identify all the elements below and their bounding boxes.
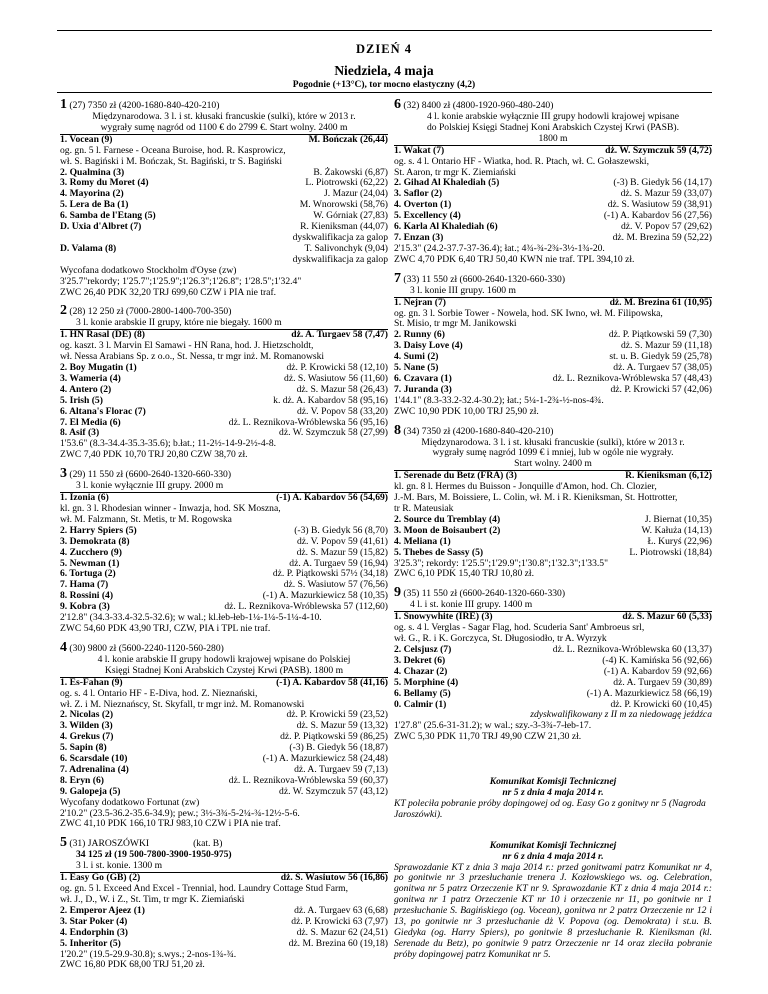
race-conditions: Międzynarodowa. 3 l. i st. kłusaki francuskie (sulki), które w 2013 r. <box>421 437 685 448</box>
race-prize: (30) 9800 zł (5600-2240-1120-560-280) <box>67 642 224 654</box>
result-right: dż. W. Szymczuk 59 (4,72) <box>605 144 712 156</box>
result-left: wł. Nessa Arabians Sp. z o.o., St. Nessa, tr mgr inż. M. Romanowski <box>60 351 325 363</box>
result-left: 7. Adrenalina (4) <box>60 763 129 775</box>
result-right: dż. P. Krowicki 60 (10,45) <box>610 698 712 710</box>
result-right: zdyskwalifikowany z II m za niedowagę jeźdźca <box>530 709 712 721</box>
race-category: (kat. B) <box>193 838 223 850</box>
result-left: D. Valama (8) <box>60 242 117 254</box>
race-conditions: Start wolny. 2400 m <box>394 459 712 471</box>
result-right: dż. L. Reznikova-Wróblewska 59 (60,37) <box>228 774 388 786</box>
result-right: dż. S. Wasiutow 56 (16,86) <box>280 872 388 884</box>
result-right: dż. A. Turgaev 59 (7,13) <box>294 763 388 775</box>
result-left: 1. Wakat (7) <box>394 144 445 156</box>
result-right: dż. S. Mazur 59 (33,07) <box>620 188 712 200</box>
result-left: 8. Asif (3) <box>60 427 100 439</box>
result-right: dż. W. Szymczuk 57 (43,12) <box>279 785 388 797</box>
result-right: dyskwalifikacja za galop <box>292 253 388 265</box>
result-row <box>394 157 712 168</box>
race-header <box>394 424 712 438</box>
komunikat-5-text: KT poleciła pobranie próby dopingowej od og. Easy Go z gonitwy nr 5 (Nagroda Jaroszówki). <box>394 797 706 820</box>
result-left: 0. Calmir (1) <box>394 698 447 710</box>
race-prize: (33) 11 550 zł (6600-2640-1320-660-330) <box>401 273 566 285</box>
komunikat-6-title-line1: Komunikat Komisji Technicznej <box>489 839 617 851</box>
result-right: dż. L. Reznikova-Wróblewska 57 (48,43) <box>552 372 712 384</box>
result-left: og. gn. 3 l. Sorbie Tower - Nowela, hod. SK Iwno, wł. M. Filipowska, <box>394 307 663 319</box>
race-7 <box>394 272 712 418</box>
result-left: ZWC 26,40 PDK 32,20 TRJ 699,60 CZW i PIA nie traf. <box>60 286 277 298</box>
result-left: 7. Enzan (3) <box>394 231 444 243</box>
race-number: 3 <box>60 466 67 482</box>
result-right: W. Kałuża (14,13) <box>641 524 712 536</box>
race-header <box>60 641 388 655</box>
result-right: dż. S. Wasiutow 59 (38,91) <box>607 199 712 211</box>
race-conditions: 4 l. konie arabskie wyłącznie III grupy hodowli krajowej wpisane <box>426 112 680 122</box>
result-left: og. gn. 5 l. Farnese - Oceana Buroise, hod. R. Kasprowicz, <box>60 144 286 156</box>
result-right: dż. L. Reznikova-Wróblewska 56 (95,16) <box>228 416 388 428</box>
result-right: dż. P. Krowicki 63 (7,97) <box>291 915 388 927</box>
result-right: dż. P. Krowicki 58 (12,10) <box>286 362 388 374</box>
right-races <box>394 98 712 743</box>
result-right: (-1) A. Mazurkiewicz 58 (10,35) <box>262 590 388 602</box>
race-prize: (28) 12 250 zł (7000-2800-1400-700-350) <box>67 306 232 318</box>
result-left: 5. Inheritor (5) <box>60 937 121 949</box>
race-3 <box>60 467 388 635</box>
result-left: 2. Celsjusz (7) <box>394 643 452 655</box>
result-right: dż. V. Popov 58 (33,20) <box>296 405 388 417</box>
result-right: dż. A. Turgaev 63 (6,68) <box>294 904 388 916</box>
race-header <box>60 304 388 318</box>
result-left: 6. Karla Al Khalediah (6) <box>394 221 498 233</box>
result-right: dż. A. Turgaev 58 (7,47) <box>291 329 388 341</box>
race-conditions: 3 l. i st. konie. 1300 m <box>60 861 388 873</box>
result-left: 3. Moon de Boisaubert (2) <box>394 524 501 536</box>
result-right: dż. V. Popov 59 (41,61) <box>296 535 388 547</box>
race-header <box>60 98 388 112</box>
result-left: og. kaszt. 3 l. Marvin El Samawi - HN Rana, hod. J. Hietzscholdt, <box>60 340 314 352</box>
race-number: 9 <box>394 585 401 601</box>
result-left: ZWC 16,80 PDK 68,00 TRJ 51,20 zł. <box>60 959 205 971</box>
race-prize: (32) 8400 zł (4800-1920-960-480-240) <box>401 100 554 111</box>
result-right: (-1) A. Kabardov 56 (54,69) <box>276 492 388 504</box>
race-conditions: 1800 m <box>394 134 712 146</box>
result-right: st. u. B. Giedyk 59 (25,78) <box>609 351 712 363</box>
result-right: dż. M. Brezina 60 (19,18) <box>288 937 388 949</box>
result-row <box>60 939 388 950</box>
result-left: 2'12.8" (34.3-33.4-32.5-32.6); w wal.; kl.łeb-łeb-1¼-1¼-5-1¼-4-10. <box>60 612 322 624</box>
result-right: Ł. Kuryś (22,96) <box>647 535 712 547</box>
result-left: 1. Izonia (6) <box>60 492 109 504</box>
result-left: 1'27.8" (25.6-31-31.2); w wal.; szy.-3-3¾-7-łeb-17. <box>394 720 592 732</box>
race-prize: 34 125 zł (19 500-7800-3900-1950-975) <box>76 849 232 861</box>
result-right: k. dż. A. Kabardov 58 (95,16) <box>273 394 388 406</box>
result-row <box>394 678 712 689</box>
result-left: Wycofana dodatkowo Stockholm d'Oyse (zw) <box>60 264 237 276</box>
result-left: og. s. 4 l. Ontario HF - E-Diva, hod. Z. Nieznański, <box>60 687 258 699</box>
result-right: dż. S. Mazur 59 (11,18) <box>620 340 712 352</box>
race-2 <box>60 304 388 461</box>
race-8 <box>394 424 712 581</box>
race-number: 8 <box>394 422 401 438</box>
race-name: (31) JAROSZÓWKI <box>67 838 150 850</box>
result-right: (-3) B. Giedyk 56 (14,17) <box>613 177 712 189</box>
result-right: dż. S. Mazur 62 (24,51) <box>296 926 388 938</box>
result-left: 2. Qualmina (3) <box>60 166 125 178</box>
left-column <box>60 98 388 977</box>
result-row <box>60 689 388 700</box>
result-right: dż. W. Szymczuk 58 (27,99) <box>279 427 388 439</box>
result-left: 1'44.1" (8.3-33.2-32.4-30.2); łat.; 5¼-1-2¾-½-nos-4¾. <box>394 394 604 406</box>
result-left: 5. Newman (1) <box>60 557 120 569</box>
result-left: 2. Harry Spiers (5) <box>60 524 137 536</box>
komunikat-5-title <box>394 777 712 799</box>
result-right: (-1) A. Kabardov 56 (27,56) <box>603 210 712 222</box>
result-left: 4. Chazar (2) <box>394 665 448 677</box>
race-number: 5 <box>60 835 67 851</box>
result-left: wł. S. Bagiński i M. Bończak, St. Bagiński, tr S. Bagiński <box>60 155 282 167</box>
result-left: 4. Sumi (2) <box>394 351 439 363</box>
result-left: 6. Czavara (1) <box>394 372 452 384</box>
result-row <box>394 732 712 743</box>
result-right: dż. A. Turgaev 57 (38,05) <box>613 362 712 374</box>
result-row <box>60 819 388 830</box>
result-left: 1'20.2" (19.5-29.9-30.8); s.wys.; 2-nos-1¾-¾. <box>60 948 237 960</box>
result-left: wł. J., D., W. i Z., St. Tim, tr mgr K. Ziemiański <box>60 894 245 905</box>
result-left: 1. Snowywhite (IRE) (3) <box>394 611 493 623</box>
date-title: Niedziela, 4 maja <box>334 63 434 78</box>
result-row <box>394 407 712 418</box>
result-right: dż. S. Mazur 59 (13,32) <box>296 720 388 732</box>
result-right: dż. A. Turgaev 59 (30,89) <box>613 676 712 688</box>
result-row <box>394 537 712 548</box>
result-right: R. Kieniksman (44,07) <box>300 221 388 233</box>
race-1 <box>60 98 388 298</box>
result-left: kl. gn. 3 l. Rhodesian winner - Inwazja, hod. SK Moszna, <box>60 503 281 514</box>
result-row <box>394 569 712 580</box>
race-conditions: 4 l. i st. konie III grupy. 1400 m <box>394 600 712 612</box>
result-row <box>60 548 388 559</box>
result-right: dż. S. Wasiutow 56 (11,60) <box>284 372 388 384</box>
result-left: 6. Tortuga (2) <box>60 568 116 580</box>
race-number: 2 <box>60 303 67 319</box>
result-left: 1. Es-Fahan (9) <box>60 676 123 688</box>
result-right: dyskwalifikacja za galop <box>292 231 388 243</box>
result-left: 8. Eryn (6) <box>60 774 104 786</box>
result-left: 1'53.6" (8.3-34.4-35.3-35.6); b.łat.; 11-2½-14-9-2½-4-8. <box>60 438 277 450</box>
result-left: 2. Nicolas (2) <box>60 709 114 721</box>
result-left: ZWC 4,70 PDK 6,40 TRJ 50,40 KWN nie traf. TPL 394,10 zł. <box>394 253 635 265</box>
result-row <box>394 298 712 309</box>
result-left: 1. HN Rasal (DE) (8) <box>60 329 146 341</box>
race-5 <box>60 836 388 971</box>
right-column <box>394 98 712 961</box>
result-left: 3'25.3"; rekordy: 1'25.5";1'29.9";1'30.8";1'32.3";1'33.5" <box>394 557 609 569</box>
result-left: 2. Emperor Ajeez (1) <box>60 904 145 916</box>
result-left: 1. Nejran (7) <box>394 296 446 308</box>
result-row <box>60 624 388 635</box>
result-row <box>60 277 388 288</box>
result-row <box>394 146 712 157</box>
race-conditions: wygrały sumę nagród od 1100 € do 2799 €. Start wolny. 2400 m <box>60 123 388 135</box>
result-left: og. s. 4 l. Verglas - Sagar Flag, hod. Scuderia Sant' Ambroeus srl, <box>394 622 645 634</box>
result-left: og. s. 4 l. Ontario HF - Wiatka, hod. R. Ptach, wł. C. Gołaszewski, <box>394 155 649 167</box>
result-left: 1. Serenade du Betz (FRA) (3) <box>394 470 517 482</box>
result-row <box>60 288 388 299</box>
result-left: 4. Grekus (7) <box>60 731 114 743</box>
result-left: 3. Saflor (2) <box>394 188 443 200</box>
komunikat-6-text: Sprawozdanie KT z dnia 3 maja 2014 r.: przed gonitwami patrz Komunikat nr 4, po gonitwie nr 3 przesłuchanie trenera J. Kozłowskiego ws. og. Celebration, gonitwa nr 5 patrz Orzeczenie KT nr 9. Sprawozdanie KT z dnia 4 maja 2014 r.: gonitwa nr 1 patrz Orzeczenie KT nr 10 i orzeczenie nr 11, po gonitwie nr 1 przesłuchanie S. Bagińskiego (og. Vocean), gonitwa nr 2 patrz Orzeczenie nr 12 i 13, po gonitwie nr 3 przesłuchanie dż V. Popova (og. Demokrata) i st.u. B. Giedyka (og. Harry Spiers), po gonitwie 8 przesłuchanie R. Kieniksman (kl. Serenade du Betz), po gonitwie 9 patrz Orzeczenie nr 14 oraz zleciła pobranie próby dopingowej patrz Komunikat nr 5. <box>394 861 712 960</box>
result-right: dż. P. Krowicki 59 (23,52) <box>286 709 388 721</box>
result-right: dż. L. Reznikova-Wróblewska 60 (13,37) <box>552 643 712 655</box>
result-row <box>60 537 388 548</box>
race-header <box>394 98 712 112</box>
result-left: 7. El Media (6) <box>60 416 121 428</box>
result-left: kl. gn. 8 l. Hermes du Buisson - Jonquille d'Amon, hod. Ch. Clozier, <box>394 481 657 493</box>
result-left: 9. Kobra (3) <box>60 601 110 613</box>
result-left: tr R. Mateusiak <box>394 503 454 514</box>
result-left: 5. Lera de Ba (1) <box>60 199 129 211</box>
result-right: (-1) A. Kabardov 59 (92,66) <box>603 665 712 677</box>
result-right: (-3) B. Giedyk 56 (8,70) <box>294 524 388 536</box>
result-row <box>394 548 712 559</box>
result-left: 4. Mayorina (2) <box>60 188 124 200</box>
result-right: (-4) K. Kamińska 56 (92,66) <box>602 654 712 666</box>
result-left: wł. Z. i M. Nieznańscy, St. Skyfall, tr mgr inż. M. Romanowski <box>60 698 305 710</box>
result-right: (-3) B. Giedyk 56 (18,87) <box>289 742 388 754</box>
result-left: 6. Altana's Florac (7) <box>60 405 146 417</box>
result-row <box>60 407 388 418</box>
result-left: ZWC 54,60 PDK 43,90 TRJ, CZW, PIA i TPL nie traf. <box>60 622 271 634</box>
result-right: dż. P. Piątkowski 57½ (34,18) <box>272 568 388 580</box>
result-right: (-1) A. Kabardov 58 (41,16) <box>276 676 388 688</box>
result-left: 4. Antero (2) <box>60 383 112 395</box>
result-right: dż. P. Krowicki 57 (42,06) <box>610 383 712 395</box>
result-right: dż. A. Turgaev 59 (16,94) <box>289 557 388 569</box>
race-prize: (34) 7350 zł (4200-1680-840-420-210) <box>401 425 554 437</box>
race-number: 1 <box>60 97 67 112</box>
result-right: B. Żakowski (6,87) <box>313 166 388 178</box>
result-left: 2. Gihad Al Khalediah (5) <box>394 177 500 189</box>
race-conditions: Międzynarodowa. 3 l. i st. kłusaki francuskie (sulki), które w 2013 r. <box>92 112 356 122</box>
race-number: 4 <box>60 639 67 655</box>
result-left: ZWC 5,30 PDK 11,70 TRJ 49,90 CZW 21,30 zł. <box>394 731 582 743</box>
race-number: 6 <box>394 97 401 112</box>
result-left: ZWC 7,40 PDK 10,70 TRJ 20,80 CZW 38,70 zł. <box>60 449 248 461</box>
race-header <box>60 467 388 481</box>
result-right: dż. S. Mazur 59 (15,82) <box>296 546 388 558</box>
result-left: 7. Hama (7) <box>60 579 109 591</box>
result-left: ZWC 41,10 PDK 166,10 TRJ 983,10 CZW i PIA nie traf. <box>60 818 281 830</box>
result-left: 4. Zucchero (9) <box>60 546 122 558</box>
result-left: J.-M. Bars, M. Boissiere, L. Colin, wł. M. i R. Kieniksman, St. Hottrotter, <box>394 492 678 504</box>
race-conditions: 3 l. konie wyłącznie III grupy. 2000 m <box>60 481 388 493</box>
result-right: L. Piotrowski (18,84) <box>629 546 712 558</box>
result-right: J. Biernat (10,35) <box>644 513 712 525</box>
result-left: 4. Meliana (1) <box>394 535 451 547</box>
result-left: 2. Boy Mugatin (1) <box>60 362 137 374</box>
result-left: 4. Endorphin (3) <box>60 926 128 938</box>
result-left: 2. Source du Tremblay (4) <box>394 513 501 525</box>
header-bottom-rule <box>57 92 712 93</box>
result-left: St. Misio, tr mgr M. Janikowski <box>394 318 517 330</box>
race-conditions: 4 l. konie arabskie II grupy hodowli krajowej wpisane do Polskiej <box>97 654 351 665</box>
result-left: 1. Easy Go (GB) (2) <box>60 872 141 884</box>
race-conditions: do Polskiej Księgi Stadnej Koni Arabskich Czystej Krwi (PASB). <box>426 122 679 133</box>
result-right: L. Piotrowski (62,22) <box>305 177 388 189</box>
result-left: wł. G., R. i K. Gorczyca, St. Długosiodło, tr A. Wyrzyk <box>394 633 607 645</box>
result-row <box>60 960 388 971</box>
result-left: 5. Nane (5) <box>394 362 439 374</box>
result-row <box>60 266 388 277</box>
result-left: 5. Sapin (8) <box>60 742 107 754</box>
race-conditions: 3 l. konie arabskie II grupy, które nie biegały. 1600 m <box>60 318 388 330</box>
result-left: 5. Thebes de Sassy (5) <box>394 546 484 558</box>
race-prize: (27) 7350 zł (4200-1680-840-420-210) <box>67 100 220 111</box>
result-row <box>60 157 388 168</box>
result-right: dż. V. Popov 57 (29,62) <box>620 221 712 233</box>
result-left: 4. Overton (1) <box>394 199 452 211</box>
result-left: og. gn. 5 l. Exceed And Excel - Trennial, hod. Laundry Cottage Stud Farm, <box>60 883 349 895</box>
result-left: 6. Scarsdale (10) <box>60 753 128 765</box>
result-left: ZWC 10,90 PDK 10,00 TRJ 25,90 zł. <box>394 405 539 417</box>
result-left: 3. Dekret (6) <box>394 654 446 666</box>
result-right: dż. P. Piątkowski 59 (86,25) <box>280 731 388 743</box>
result-right: dż. M. Brezina 59 (52,22) <box>612 231 712 243</box>
result-left: 9. Galopeja (5) <box>60 785 121 797</box>
race-conditions: wygrały sumę nagród 1099 € i mniej, lub w ogóle nie wygrały. <box>432 448 674 459</box>
result-right: (-1) A. Mazurkiewicz 58 (66,19) <box>586 687 712 699</box>
result-left: 3. Wilden (3) <box>60 720 113 732</box>
result-left: 5. Irish (5) <box>60 394 103 406</box>
result-left: 8. Rossini (4) <box>60 590 114 602</box>
result-right: T. Salivonchyk (9,04) <box>304 242 388 254</box>
day-title: DZIEŃ 4 <box>356 42 412 56</box>
result-row <box>60 678 388 689</box>
result-right: dż. P. Piątkowski 59 (7,30) <box>608 329 712 341</box>
result-right: dż. S. Mazur 58 (26,43) <box>296 383 388 395</box>
result-right: M. Wnorowski (58,76) <box>299 199 388 211</box>
result-left: Wycofany dodatkowo Fortunat (zw) <box>60 796 200 808</box>
result-right: dż. S. Mazur 60 (5,33) <box>622 611 712 623</box>
result-left: 3. Romy du Moret (4) <box>60 177 149 189</box>
result-row <box>394 255 712 266</box>
result-right: M. Bończak (26,44) <box>308 133 388 145</box>
result-left: 3. Demokrata (8) <box>60 535 130 547</box>
race-4 <box>60 641 388 831</box>
result-row <box>394 689 712 700</box>
result-right: dż. M. Brezina 61 (10,95) <box>609 296 712 308</box>
result-right: J. Mazur (24,04) <box>324 188 388 200</box>
komunikat-6-title <box>394 841 712 863</box>
result-row <box>60 928 388 939</box>
result-left: 5. Excellency (4) <box>394 210 461 222</box>
result-left: St. Aaron, tr mgr K. Ziemiański <box>394 166 517 178</box>
result-left: wł. M. Falzmann, St. Metis, tr M. Rogowska <box>60 513 232 525</box>
race-conditions: 3 l. konie III grupy. 1600 m <box>394 286 712 298</box>
result-left: ZWC 6,10 PDK 15,40 TRJ 10,80 zł. <box>394 568 534 580</box>
header-top-rule <box>57 30 712 31</box>
race-prize: (29) 11 550 zł (6600-2640-1320-660-330) <box>67 469 232 481</box>
result-left: 3. Wameria (4) <box>60 372 121 384</box>
result-left: 1. Vocean (9) <box>60 133 113 145</box>
result-right: R. Kieniksman (6,12) <box>625 470 712 482</box>
result-right: dż. L. Reznikova-Wróblewska 57 (112,60) <box>224 601 388 613</box>
race-prize: (35) 11 550 zł (6600-2640-1320-660-330) <box>401 588 566 600</box>
komunikat-5-title-line1: Komunikat Komisji Technicznej <box>489 776 617 788</box>
result-row <box>60 450 388 461</box>
result-left: 2'15.3" (24.2-37.7-37-36.4); łat.; 4¾-¾-2¾-3½-1¾-20. <box>394 242 605 254</box>
result-left: 2'10.2" (23.5-36.2-35.6-34.9); pew.; 3½-3¾-5-2¼-¾-12½-5-6. <box>60 807 300 819</box>
result-left: 3. Daisy Love (4) <box>394 340 463 352</box>
race-6 <box>394 98 712 266</box>
race-header <box>394 586 712 600</box>
result-left: 2. Runny (6) <box>394 329 445 341</box>
result-row <box>60 798 388 809</box>
result-left: 7. Juranda (3) <box>394 383 452 395</box>
result-row <box>60 146 388 157</box>
result-left: 3. Star Poker (4) <box>60 915 128 927</box>
race-9 <box>394 586 712 743</box>
komunikat-5-title-line2: nr 5 z dnia 4 maja 2014 r. <box>502 787 604 799</box>
result-left: D. Uxia d'Albret (7) <box>60 221 142 233</box>
result-left: 3'25.7"rekordy; 1'25.7";1'25.9";1'26.3";1'26.8"; 1'28.5";1'32.4" <box>60 275 302 287</box>
race-conditions: Księgi Stadnej Koni Arabskich Czystej Krwi (PASB). 1800 m <box>60 666 388 678</box>
komunikat-6-title-line2: nr 6 z dnia 4 maja 2014 r. <box>502 850 604 862</box>
result-left: 6. Samba de l'Etang (5) <box>60 210 156 222</box>
result-left: 5. Morphine (4) <box>394 676 459 688</box>
race-number: 7 <box>394 270 401 286</box>
weather-conditions: Pogodnie (+13°C), tor mocno elastyczny (4,2) <box>292 80 476 90</box>
race-header <box>394 272 712 286</box>
result-left: 6. Bellamy (5) <box>394 687 451 699</box>
race-header <box>60 836 388 850</box>
result-right: (-1) A. Mazurkiewicz 58 (24,48) <box>262 753 388 765</box>
result-right: dż. S. Wasiutow 57 (76,56) <box>283 579 388 591</box>
result-right: W. Górniak (27,83) <box>313 210 388 222</box>
